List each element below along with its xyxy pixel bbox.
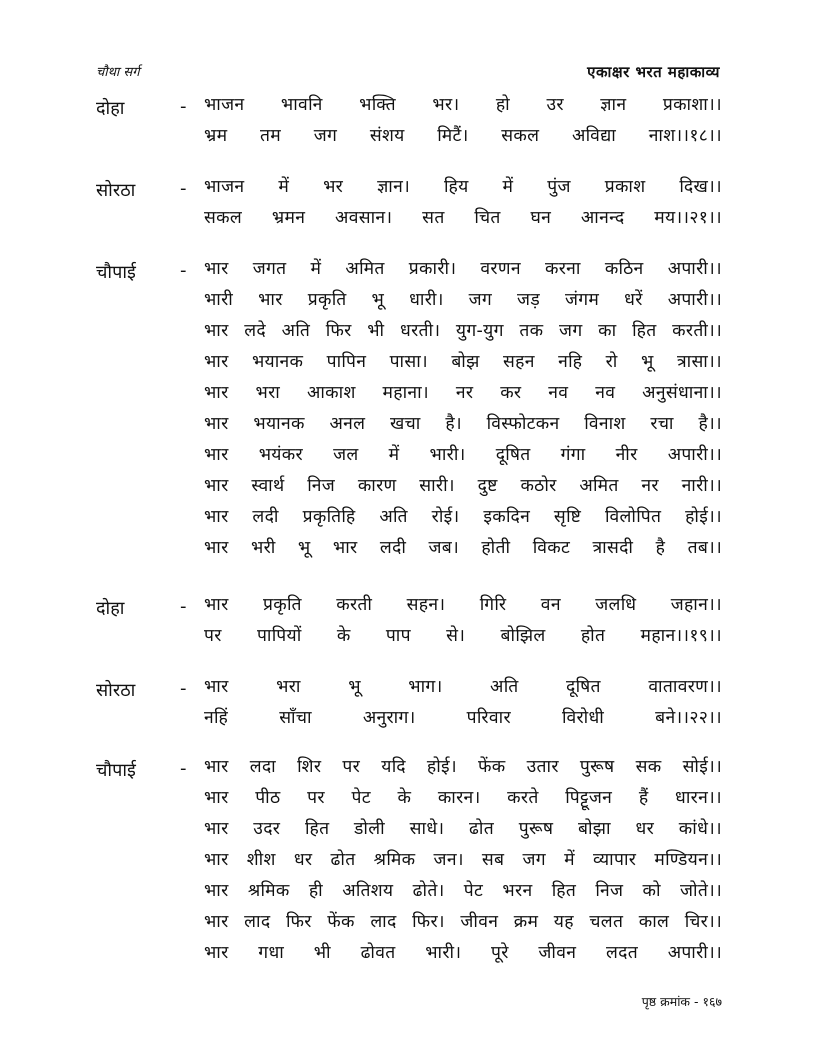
verse-line: भार लदे अति फिर भी धरती। युग-युग तक जग का हित करती।। [204,321,722,341]
verse-line: भारी भार प्रकृति भू धारी। जग जड़ जंगम धरें अपारी।। [204,290,722,310]
verse-line: पर पापियों के पाप से। बोझिल होत महान।।१९।। [204,626,722,646]
page-number: पृष्ठ क्रमांक - १६७ [641,994,722,1009]
verse-line: नहिं साँचा अनुराग। परिवार विरोधी बने।।२२।। [204,708,722,728]
verse-line: भार स्वार्थ निज कारण सारी। दुष्ट कठोर अमित नर नारी।। [204,476,722,496]
verse-dash: - [180,596,187,617]
verse-dash: - [180,260,187,281]
verse-type-label: सोरठा [96,680,136,701]
chapter-title: चौथा सर्ग [96,65,140,80]
verse-line: भार भरा भू भाग। अति दूषित वातावरण।। [204,677,722,697]
verse-line: भार प्रकृति करती सहन। गिरि वन जलधि जहान।। [204,595,722,615]
verse-line: भार उदर हित डोली साधे। ढोत पुरूष बोझा धर कांधे।। [204,819,722,839]
verse-dash: - [180,96,187,117]
verse-line: भाजन में भर ज्ञान। हिय में पुंज प्रकाश दिख।। [204,177,722,197]
verse-type-label: चौपाई [96,262,136,283]
verse-line: भार लदी प्रकृतिहि अति रोई। इकदिन सृष्टि विलोपित होई।। [204,507,722,527]
verse-dash: - [180,678,187,699]
book-title: एकाक्षर भरत महाकाव्य [587,63,720,81]
verse-line: भ्रम तम जग संशय मिटैं। सकल अविद्या नाश।।१८।। [204,126,722,146]
verse-type-label: चौपाई [96,760,136,781]
verse-line: भार भयंकर जल में भारी। दूषित गंगा नीर अपारी।। [204,445,722,465]
verse-line: भार लाद फिर फेंक लाद फिर। जीवन क्रम यह चलत काल चिर।। [204,912,722,932]
verse-line: भार श्रमिक ही अतिशय ढोते। पेट भरन हित निज को जोते।। [204,881,722,901]
verse-type-label: सोरठा [96,180,136,201]
verse-line: भार भरा आकाश महाना। नर कर नव नव अनुसंधाना।। [204,383,722,403]
verse-line: भार भयानक पापिन पासा। बोझ सहन नहि रो भू त्रासा।। [204,352,722,372]
verse-type-label: दोहा [96,598,125,619]
verse-line: भाजन भावनि भक्ति भर। हो उर ज्ञान प्रकाशा।। [204,95,722,115]
verse-line: भार गधा भी ढोवत भारी। पूरे जीवन लदत अपारी।। [204,943,722,963]
verse-line: सकल भ्रमन अवसान। सत चित घन आनन्द मय।।२१।। [204,208,722,228]
verse-type-label: दोहा [96,98,125,119]
verse-dash: - [180,758,187,779]
verse-line: भार लदा शिर पर यदि होई। फेंक उतार पुरूष सक सोई।। [204,757,722,777]
verse-dash: - [180,178,187,199]
verse-line: भार भरी भू भार लदी जब। होती विकट त्रासदी है तब।। [204,538,722,558]
verse-line: भार जगत में अमित प्रकारी। वरणन करना कठिन अपारी।। [204,259,722,279]
verse-line: भार पीठ पर पेट के कारन। करते पिट्टूजन हैं धारन।। [204,788,722,808]
verse-line: भार भयानक अनल खचा है। विस्फोटकन विनाश रचा है।। [204,414,722,434]
verse-line: भार शीश धर ढोत श्रमिक जन। सब जग में व्यापार मण्डियन।। [204,850,722,870]
